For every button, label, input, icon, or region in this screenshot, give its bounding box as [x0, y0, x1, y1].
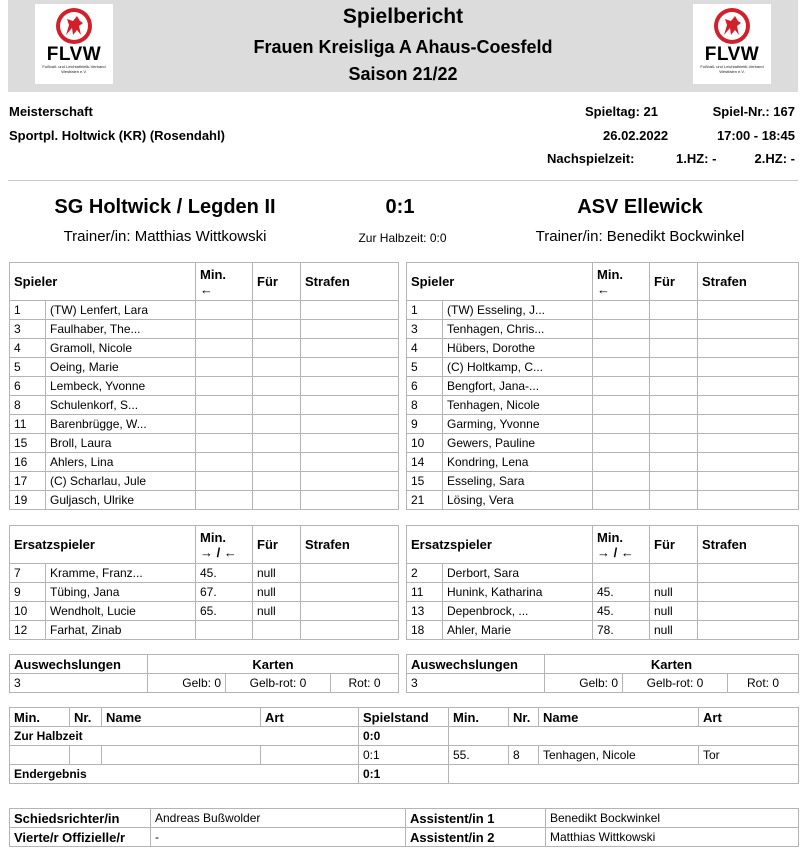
final-row [10, 765, 799, 784]
cards-label: Karten [545, 655, 799, 674]
substituted-for [650, 358, 698, 377]
yellow-cards: Gelb: 0 [545, 674, 623, 693]
divider [8, 180, 798, 181]
player-number: 4 [407, 339, 443, 358]
substituted-for [253, 396, 301, 415]
player-row [407, 564, 799, 583]
sub-minute [196, 320, 253, 339]
penalties [698, 396, 799, 415]
page-title: Spielbericht [342, 5, 464, 28]
player-name: Tübing, Jana [46, 583, 196, 602]
player-number: 16 [10, 453, 46, 472]
player-number: 10 [407, 434, 443, 453]
player-number: 9 [407, 415, 443, 434]
substituted-for [253, 301, 301, 320]
sub-minute [196, 472, 253, 491]
red-cards: Rot: 0 [728, 674, 799, 693]
sub-minute [593, 434, 650, 453]
player-number: 15 [407, 472, 443, 491]
assistant1-name: Benedikt Bockwinkel [546, 809, 799, 828]
player-name: Gewers, Pauline [443, 434, 593, 453]
penalties [301, 453, 399, 472]
player-name: Farhat, Zinab [46, 621, 196, 640]
player-number: 3 [10, 320, 46, 339]
player-row [10, 434, 399, 453]
substituted-for [253, 358, 301, 377]
logo-text: FLVW [704, 44, 760, 65]
event-col-score: Spielstand [359, 708, 449, 727]
penalties [698, 415, 799, 434]
substituted-for [650, 320, 698, 339]
extra-time-label: Nachspielzeit: [547, 151, 635, 166]
penalties [698, 320, 799, 339]
player-name: Lösing, Vera [443, 491, 593, 510]
col-header-substitute: Ersatzspieler [10, 526, 196, 564]
sub-minute [196, 377, 253, 396]
penalties [698, 491, 799, 510]
goal-player-name: Tenhagen, Nicole [539, 746, 699, 765]
substituted-for [253, 453, 301, 472]
penalties [698, 377, 799, 396]
penalties [698, 602, 799, 621]
player-number: 6 [407, 377, 443, 396]
substituted-for: null [650, 621, 698, 640]
substituted-for [253, 434, 301, 453]
player-number: 18 [407, 621, 443, 640]
sub-minute [196, 434, 253, 453]
sub-minute [593, 564, 650, 583]
player-row [10, 377, 399, 396]
player-number: 21 [407, 491, 443, 510]
home-lineup-table [9, 262, 399, 510]
sub-minute: 65. [196, 602, 253, 621]
event-col-minute: Min. [10, 708, 70, 727]
substituted-for: null [253, 583, 301, 602]
sub-minute [593, 301, 650, 320]
player-number: 12 [10, 621, 46, 640]
sub-minute [196, 339, 253, 358]
substituted-for [650, 434, 698, 453]
venue: Sportpl. Holtwick (KR) (Rosendahl) [9, 128, 225, 143]
final-label: Endergebnis [10, 765, 359, 784]
player-row [10, 621, 399, 640]
red-cards: Rot: 0 [331, 674, 399, 693]
referee-label: Schiedsrichter/in [10, 809, 151, 828]
sub-minute [593, 491, 650, 510]
substituted-for [650, 339, 698, 358]
home-subs-table [9, 525, 399, 640]
home-team-name: SG Holtwick / Legden II [54, 196, 276, 218]
player-row [10, 339, 399, 358]
penalties [698, 339, 799, 358]
assistant1-label: Assistent/in 1 [406, 809, 546, 828]
col-header-player: Spieler [407, 263, 593, 301]
sub-minute [196, 621, 253, 640]
penalties [698, 583, 799, 602]
goal-minute: 55. [449, 746, 509, 765]
penalties [301, 491, 399, 510]
player-number: 13 [407, 602, 443, 621]
col-header-minute: Min. → / ← [593, 526, 650, 564]
goal-type: Tor [699, 746, 799, 765]
player-number: 1 [407, 301, 443, 320]
penalties [698, 564, 799, 583]
player-name: Ahlers, Lina [46, 453, 196, 472]
substituted-for [253, 377, 301, 396]
sub-minute: 45. [593, 602, 650, 621]
col-header-for: Für [650, 526, 698, 564]
logo-subtitle: Fußball- und Leichtathletik-Verband Westfalen e.V. [42, 64, 106, 74]
player-row [10, 396, 399, 415]
fourth-official-label: Vierte/r Offizielle/r [10, 828, 151, 847]
penalties [301, 339, 399, 358]
player-row [407, 472, 799, 491]
goal-score: 0:1 [359, 746, 449, 765]
cards-label: Karten [148, 655, 399, 674]
sub-minute [196, 396, 253, 415]
substituted-for [650, 415, 698, 434]
substituted-for [650, 453, 698, 472]
yellow-red-cards: Gelb-rot: 0 [623, 674, 728, 693]
player-name: (TW) Esseling, J... [443, 301, 593, 320]
player-name: (C) Holtkamp, C... [443, 358, 593, 377]
sub-minute [593, 396, 650, 415]
player-name: Oeing, Marie [46, 358, 196, 377]
player-row [10, 491, 399, 510]
player-row [407, 415, 799, 434]
competition: Meisterschaft [9, 104, 93, 119]
player-name: Garming, Yvonne [443, 415, 593, 434]
logo-subtitle: Fußball- und Leichtathletik-Verband Westfalen e.V. [700, 64, 764, 74]
player-row [10, 453, 399, 472]
match-events-table [9, 707, 799, 784]
substituted-for [650, 396, 698, 415]
col-header-for: Für [650, 263, 698, 301]
player-number: 11 [10, 415, 46, 434]
substitutions-label: Auswechslungen [407, 655, 545, 674]
penalties [301, 602, 399, 621]
sub-minute [593, 339, 650, 358]
penalties [301, 621, 399, 640]
player-name: Ahler, Marie [443, 621, 593, 640]
penalties [301, 583, 399, 602]
away-subs-table [406, 525, 799, 640]
player-name: Barenbrügge, W... [46, 415, 196, 434]
event-col-number: Nr. [70, 708, 102, 727]
player-number: 8 [10, 396, 46, 415]
penalties [698, 453, 799, 472]
sub-minute [196, 415, 253, 434]
player-number: 14 [407, 453, 443, 472]
col-header-for: Für [253, 526, 301, 564]
player-name: (C) Scharlau, Jule [46, 472, 196, 491]
player-name: Gramoll, Nicole [46, 339, 196, 358]
player-number: 10 [10, 602, 46, 621]
player-name: Hübers, Dorothe [443, 339, 593, 358]
substituted-for: null [253, 564, 301, 583]
player-number: 2 [407, 564, 443, 583]
match-date: 26.02.2022 [603, 128, 669, 143]
away-lineup-table [406, 262, 799, 510]
penalties [301, 472, 399, 491]
col-header-penalties: Strafen [698, 526, 799, 564]
event-col-type: Art [261, 708, 359, 727]
final-result: 0:1 [359, 765, 449, 784]
player-row [407, 377, 799, 396]
sub-minute [593, 320, 650, 339]
sub-minute [593, 358, 650, 377]
player-number: 7 [10, 564, 46, 583]
player-name: Guljasch, Ulrike [46, 491, 196, 510]
sub-minute [593, 472, 650, 491]
col-header-substitute: Ersatzspieler [407, 526, 593, 564]
player-row [10, 415, 399, 434]
substitutions-count: 3 [10, 674, 148, 693]
goal-player-number: 8 [509, 746, 539, 765]
substituted-for [253, 491, 301, 510]
penalties [301, 415, 399, 434]
event-col-name: Name [539, 708, 699, 727]
penalties [301, 358, 399, 377]
logo-text: FLVW [46, 44, 102, 65]
penalties [301, 377, 399, 396]
sub-minute: 78. [593, 621, 650, 640]
halftime-row [10, 727, 799, 746]
event-col-name: Name [102, 708, 261, 727]
substituted-for [650, 564, 698, 583]
penalties [698, 301, 799, 320]
col-header-for: Für [253, 263, 301, 301]
col-header-minute: Min. ← [196, 263, 253, 301]
player-row [10, 564, 399, 583]
player-number: 8 [407, 396, 443, 415]
substitutions-label: Auswechslungen [10, 655, 148, 674]
substituted-for [253, 320, 301, 339]
player-row [407, 301, 799, 320]
substituted-for [253, 621, 301, 640]
event-col-minute: Min. [449, 708, 509, 727]
report-header [8, 0, 798, 92]
event-col-number: Nr. [509, 708, 539, 727]
player-row [407, 491, 799, 510]
sub-minute: 67. [196, 583, 253, 602]
substitutions-count: 3 [407, 674, 545, 693]
penalties [301, 396, 399, 415]
assistant2-name: Matthias Wittkowski [546, 828, 799, 847]
player-row [407, 583, 799, 602]
player-row [10, 358, 399, 377]
player-name: (TW) Lenfert, Lara [46, 301, 196, 320]
sub-minute [593, 453, 650, 472]
penalties [698, 434, 799, 453]
sub-minute [593, 415, 650, 434]
goal-row [10, 746, 799, 765]
player-row [407, 396, 799, 415]
yellow-cards: Gelb: 0 [148, 674, 226, 693]
player-number: 1 [10, 301, 46, 320]
sub-minute [196, 453, 253, 472]
halftime-score: Zur Halbzeit: 0:0 [358, 231, 447, 245]
sub-minute [593, 377, 650, 396]
game-number: Spiel-Nr.: 167 [712, 104, 795, 119]
fourth-official-name: - [151, 828, 406, 847]
yellow-red-cards: Gelb-rot: 0 [226, 674, 331, 693]
player-number: 5 [407, 358, 443, 377]
player-name: Broll, Laura [46, 434, 196, 453]
player-name: Kramme, Franz... [46, 564, 196, 583]
away-team-name: ASV Ellewick [577, 196, 703, 218]
event-col-type: Art [699, 708, 799, 727]
player-number: 6 [10, 377, 46, 396]
player-name: Bengfort, Jana-... [443, 377, 593, 396]
substituted-for [253, 415, 301, 434]
col-header-player: Spieler [10, 263, 196, 301]
player-name: Wendholt, Lucie [46, 602, 196, 621]
player-row [407, 434, 799, 453]
player-row [407, 358, 799, 377]
player-number: 3 [407, 320, 443, 339]
col-header-minute: Min. → / ← [196, 526, 253, 564]
penalties [301, 564, 399, 583]
league-name: Frauen Kreisliga A Ahaus-Coesfeld [253, 37, 553, 57]
player-name: Tenhagen, Chris... [443, 320, 593, 339]
substituted-for [650, 377, 698, 396]
player-name: Tenhagen, Nicole [443, 396, 593, 415]
penalties [301, 434, 399, 453]
referee-name: Andreas Bußwolder [151, 809, 406, 828]
substituted-for: null [650, 602, 698, 621]
player-number: 19 [10, 491, 46, 510]
substituted-for [253, 339, 301, 358]
player-name: Hunink, Katharina [443, 583, 593, 602]
extra-time-first-half: 1.HZ: - [676, 151, 717, 166]
sub-minute: 45. [196, 564, 253, 583]
player-name: Schulenkorf, S... [46, 396, 196, 415]
penalties [698, 621, 799, 640]
player-name: Depenbrock, ... [443, 602, 593, 621]
substituted-for [650, 301, 698, 320]
penalties [301, 301, 399, 320]
player-row [10, 320, 399, 339]
substituted-for [253, 472, 301, 491]
away-summary-table [406, 654, 799, 693]
home-summary-table [9, 654, 399, 693]
col-header-penalties: Strafen [301, 263, 399, 301]
season: Saison 21/22 [348, 64, 458, 84]
sub-minute [196, 358, 253, 377]
col-header-penalties: Strafen [698, 263, 799, 301]
sub-minute: 45. [593, 583, 650, 602]
halftime-score: 0:0 [359, 727, 449, 746]
assistant2-label: Assistent/in 2 [406, 828, 546, 847]
col-header-penalties: Strafen [301, 526, 399, 564]
substituted-for: null [253, 602, 301, 621]
penalties [698, 472, 799, 491]
substituted-for: null [650, 583, 698, 602]
player-number: 5 [10, 358, 46, 377]
penalties [698, 358, 799, 377]
player-row [10, 301, 399, 320]
player-number: 9 [10, 583, 46, 602]
player-number: 11 [407, 583, 443, 602]
player-number: 4 [10, 339, 46, 358]
match-time: 17:00 - 18:45 [716, 128, 795, 143]
substituted-for [650, 472, 698, 491]
home-coach: Trainer/in: Matthias Wittkowski [63, 228, 267, 245]
player-name: Lembeck, Yvonne [46, 377, 196, 396]
player-row [407, 320, 799, 339]
player-name: Faulhaber, The... [46, 320, 196, 339]
sub-minute [196, 491, 253, 510]
player-row [10, 602, 399, 621]
sub-minute [196, 301, 253, 320]
player-row [407, 453, 799, 472]
player-name: Kondring, Lena [443, 453, 593, 472]
extra-time-second-half: 2.HZ: - [754, 151, 795, 166]
player-number: 15 [10, 434, 46, 453]
player-row [407, 339, 799, 358]
col-header-minute: Min. ← [593, 263, 650, 301]
player-number: 17 [10, 472, 46, 491]
player-name: Derbort, Sara [443, 564, 593, 583]
away-coach: Trainer/in: Benedikt Bockwinkel [535, 228, 745, 245]
player-row [10, 583, 399, 602]
officials-table [9, 808, 799, 847]
substituted-for [650, 491, 698, 510]
player-row [407, 602, 799, 621]
player-row [407, 621, 799, 640]
final-score: 0:1 [385, 196, 415, 218]
penalties [301, 320, 399, 339]
player-name: Esseling, Sara [443, 472, 593, 491]
halftime-label: Zur Halbzeit [10, 727, 359, 746]
matchday: Spieltag: 21 [585, 104, 658, 119]
player-row [10, 472, 399, 491]
